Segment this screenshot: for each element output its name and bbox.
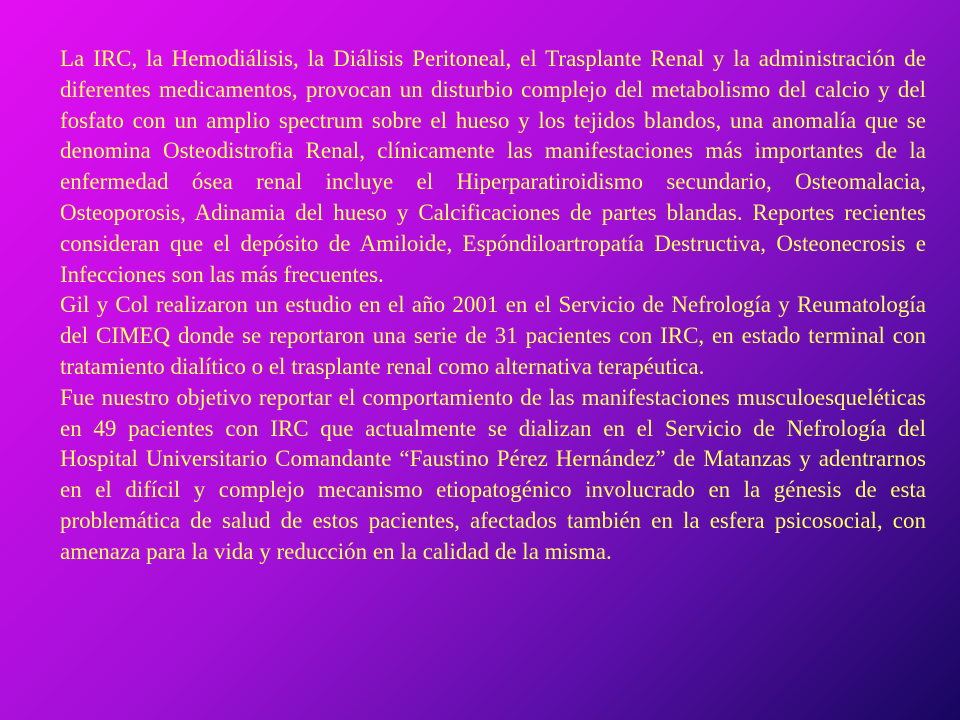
paragraph-3: Fue nuestro objetivo reportar el comportamiento de las manifestaciones musculoesqueléticas en 49 pacientes con IRC que actualmente se dializan en el Servicio de Nefrología del Hospital Universitario Comandante “Faustino Pérez Hernández” de Matanzas y adentrarnos en el difícil y complejo mecanismo etiopatogénico involucrado en la génesis de esta problemática de salud de estos pacientes, afectados también en la esfera psicosocial, con amenaza para la vida y reducción en la calidad de la misma. [60, 384, 926, 564]
paragraph-1: La IRC, la Hemodiálisis, la Diálisis Peritoneal, el Trasplante Renal y la administración de diferentes medicamentos, provocan un disturbio complejo del metabolismo del calcio y del fosfato con un amplio spectrum sobre el hueso y los tejidos blandos, una anomalía que se denomina Osteodistrofia Renal, clínicamente las manifestaciones más importantes de la enfermedad ósea renal incluye el Hiperparatiroidismo secundario, Osteomalacia, Osteoporosis, Adinamia del hueso y Calcificaciones de partes blandas. Reportes recientes consideran que el depósito de Amiloide, Espóndiloartropatía Destructiva, Osteonecrosis e Infecciones son las más frecuentes. [60, 46, 926, 287]
slide-text-body [60, 44, 926, 694]
paragraph-2: Gil y Col realizaron un estudio en el año 2001 en el Servicio de Nefrología y Reumatología del CIMEQ donde se reportaron una serie de 31 pacientes con IRC, en estado terminal con tratamiento dialítico o el trasplante renal como alternativa terapéutica. [60, 292, 926, 379]
